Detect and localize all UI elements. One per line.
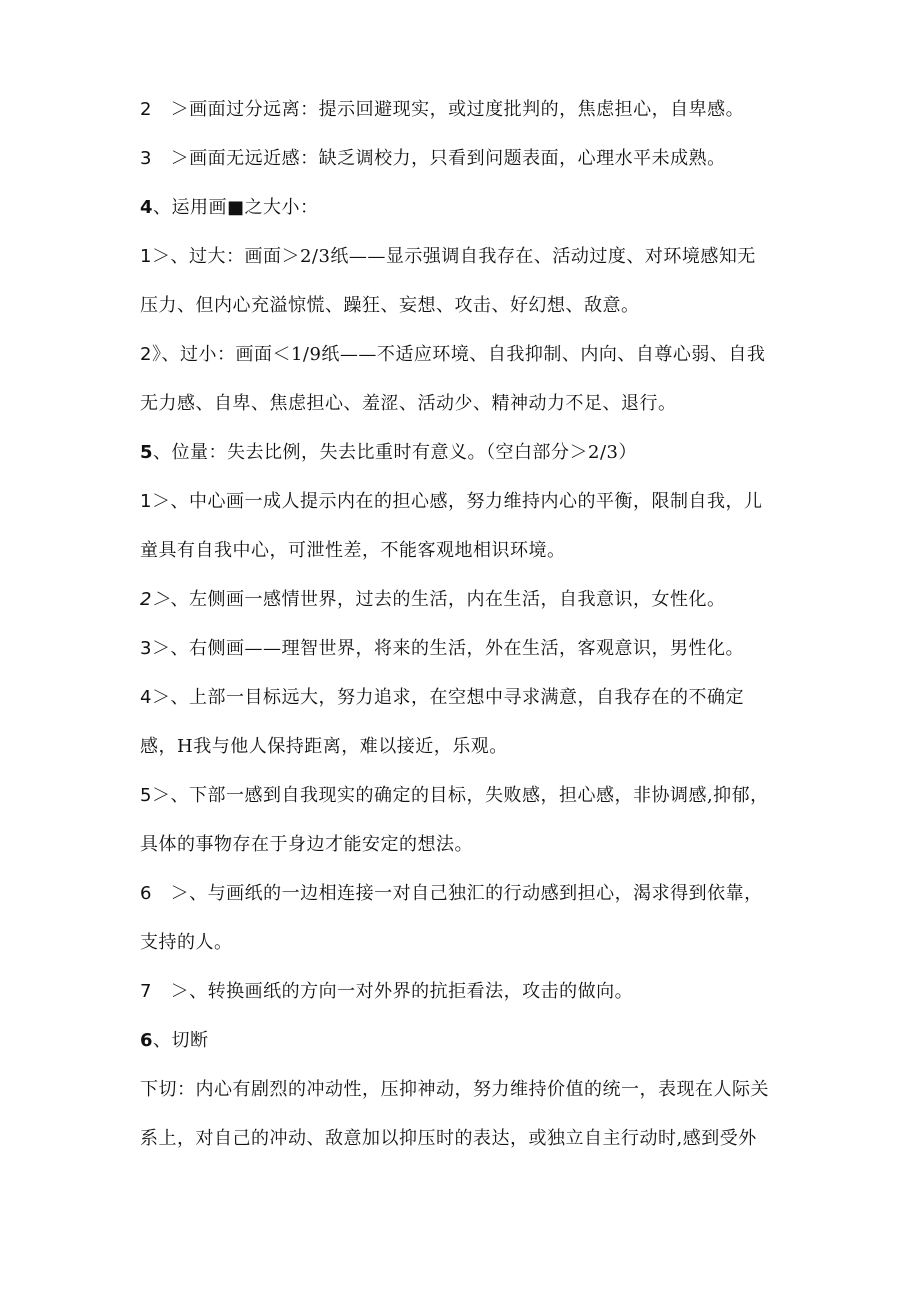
line-text: 支持的人。 — [140, 932, 233, 953]
line-text: 压力、但内心充溢惊慌、躁狂、妄想、攻击、好幻想、敌意。 — [140, 295, 640, 316]
line-cut-bottom-cont — [140, 1127, 800, 1151]
line-position-right — [140, 637, 800, 661]
line-text: 、左侧画一感情世界，过去的生活，内在生活，自我意识，女性化。 — [170, 589, 726, 610]
line-text: 、下部一感到自我现实的确定的目标，失败感，担心感，非协调感,抑郁， — [170, 785, 769, 806]
line-text: 、中心画一成人提示内在的担心感，努力维持内心的平衡，限制自我，儿 — [170, 491, 763, 512]
line-text: 童具有自我中心，可泄性差，不能客观地相识环境。 — [140, 540, 566, 561]
line-position-left — [140, 588, 800, 612]
line-position-top-cont — [140, 735, 800, 759]
line-text: 无力感、自卑、焦虑担心、羞涩、活动少、精神动力不足、退行。 — [140, 393, 677, 414]
item-number: 6 — [140, 883, 152, 904]
item-number: 1＞ — [140, 246, 171, 267]
line-text: ＞画面过分远离：提示回避现实，或过度批判的，焦虑担心，自卑感。 — [170, 99, 745, 120]
section-number: 6 — [140, 1030, 154, 1051]
item-number: 2 — [140, 99, 152, 120]
section-number: 4 — [140, 197, 154, 218]
line-position-edge-cont — [140, 931, 800, 955]
section-title: 、切断 — [153, 1030, 209, 1051]
section-heading-cut — [140, 1029, 800, 1053]
line-3-depth — [140, 147, 800, 171]
line-position-edge — [140, 882, 800, 906]
line-size-large — [140, 245, 800, 269]
line-position-bottom-cont — [140, 833, 800, 857]
line-text: 、过大：画面＞2/3纸——显示强调自我存在、活动过度、对环境感知无 — [170, 246, 756, 267]
line-text: 、右侧画——理智世界，将来的生活，外在生活，客观意识，男性化。 — [170, 638, 744, 659]
line-position-center — [140, 490, 800, 514]
section-heading-size — [140, 196, 800, 220]
item-number: 2》 — [140, 344, 162, 365]
item-number: 4＞ — [140, 687, 171, 708]
line-size-small — [140, 343, 800, 367]
item-number: 7 — [140, 981, 152, 1002]
line-text: 、上部一目标远大，努力追求，在空想中寻求满意，自我存在的不确定 — [170, 687, 744, 708]
line-cut-bottom — [140, 1078, 800, 1102]
line-text: ＞画面无远近感：缺乏调校力，只看到问题表面，心理水平未成熟。 — [170, 148, 726, 169]
item-number: 1＞ — [140, 491, 171, 512]
line-position-center-cont — [140, 539, 800, 563]
section-title: 、位量：失去比例，失去比重时有意义。（空白部分＞2/3） — [153, 442, 637, 463]
line-text: ＞、转换画纸的方向一对外界的抗拒看法，攻击的做向。 — [170, 981, 634, 1002]
line-position-bottom — [140, 784, 800, 808]
item-number: 3＞ — [140, 638, 171, 659]
line-size-large-cont — [140, 294, 800, 318]
item-number: 2＞ — [140, 589, 171, 610]
line-text: 系上，对自己的冲动、敌意加以抑压时的表达，或独立自主行动时,感到受外 — [140, 1128, 757, 1149]
section-title: 、运用画■之大小： — [153, 197, 319, 218]
line-text: 下切：内心有剧烈的冲动性，压抑神动，努力维持价值的统一，表现在人际关 — [140, 1079, 769, 1100]
section-heading-position — [140, 441, 800, 465]
line-position-top — [140, 686, 800, 710]
line-size-small-cont — [140, 392, 800, 416]
item-number: 3 — [140, 148, 152, 169]
line-text: ＞、与画纸的一边相连接一对自己独汇的行动感到担心，渴求得到依靠， — [170, 883, 763, 904]
line-text: 感，H我与他人保持距离，难以接近，乐观。 — [140, 736, 508, 757]
item-number: 5＞ — [140, 785, 171, 806]
line-text: 、过小：画面＜1/9纸——不适应环境、自我抑制、内向、自尊心弱、自我 — [161, 344, 766, 365]
line-text: 具体的事物存在于身边才能安定的想法。 — [140, 834, 473, 855]
line-position-rotate — [140, 980, 800, 1004]
line-2-far — [140, 98, 800, 122]
section-number: 5 — [140, 442, 154, 463]
